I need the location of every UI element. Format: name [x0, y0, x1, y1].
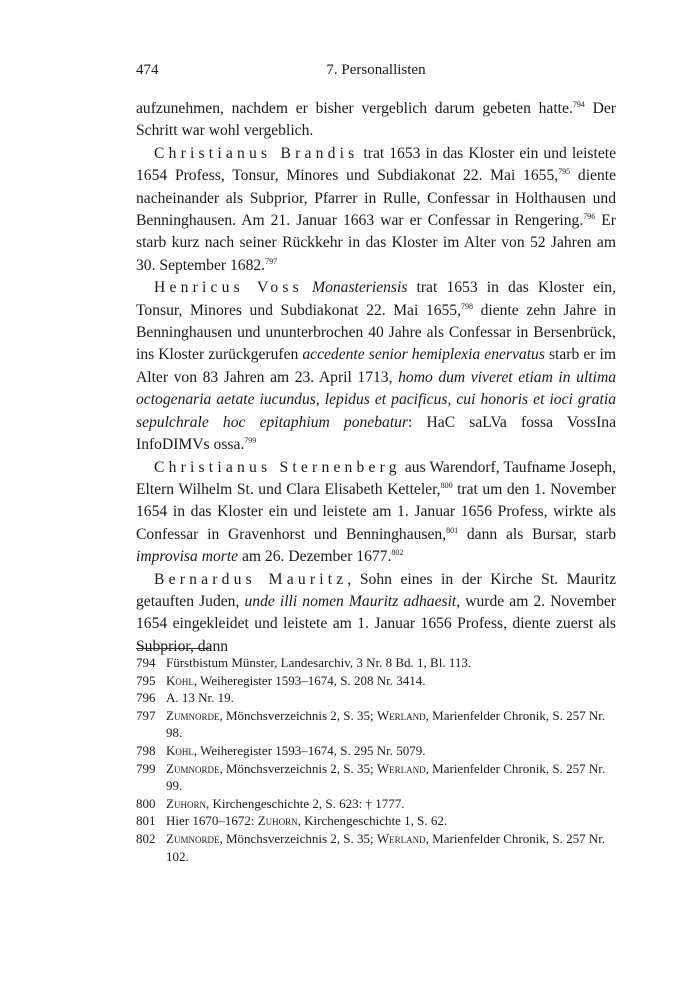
author-name: Werland: [376, 830, 426, 846]
footnote-text: Fürstbistum Münster, Landesarchiv, 3 Nr. 8 Bd. 1, Bl. 113.: [166, 655, 472, 670]
footnote-ref: 800: [440, 480, 453, 490]
footnote-ref: 798: [461, 301, 474, 311]
footnote-text: Zumnorde, Mönchsverzeichnis 2, S. 35; Werland, Marienfelder Chronik, S. 257 Nr. 102.: [166, 830, 606, 864]
author-name: Zuhorn: [257, 813, 298, 829]
footnote-ref: 794: [572, 100, 585, 109]
person-name: Henricus Voss: [154, 279, 303, 297]
author-name: Zumnorde: [166, 760, 220, 776]
footnote-separator: [136, 648, 210, 649]
footnote-number: 794: [136, 655, 156, 670]
footnote-number: 797: [136, 707, 156, 723]
footnote-text: Kohl, Weiheregister 1593–1674, S. 208 Nr. 3414.: [166, 672, 426, 688]
footnote-ref: 801: [446, 525, 459, 535]
footnote-text: Zumnorde, Mönchsverzeichnis 2, S. 35; Werland, Marienfelder Chronik, S. 257 Nr. 99.: [166, 760, 606, 794]
entry-henricus-voss: Henricus Voss Monasteriensis trat 1653 in das Kloster ein, Tonsur, Minores und Subdiakonat 22. Mai 1655,$^{798}$ diente zehn Jahre in Benninghausen und ununterbrochen 40 Jahre als Confessar in Bersenbrück, ins Kloster zurückgerufen accedente senior hemiplexia enervatus starb er im Alter von 83 Jahren am 23. April 1713, homo dum viveret etiam in ultima octogenaria aetate iucundus, lepidus et pacificus, cui honoris et ioci gratia sepulchrale hoc epitaphium ponebatur: HaC saLVa fossa VossIna InfoDIMVs ossa.$^{799}$: [136, 279, 617, 454]
page-header: [136, 62, 616, 84]
footnote: [136, 760, 616, 795]
footnote-text: Hier 1670–1672: Zuhorn, Kirchengeschichte 1, S. 62.: [166, 813, 448, 829]
author-name: Zumnorde: [166, 707, 220, 723]
footnote: [136, 654, 616, 672]
person-name: Christianus Brandis: [154, 144, 359, 162]
footnote-ref: 799: [244, 436, 257, 446]
paragraph-continuation: aufzunehmen, nachdem er bisher vergeblich darum gebeten hatte.$^{794}$ Der Schritt war wohl vergeblich.: [136, 100, 616, 140]
footnote-ref: 796: [583, 212, 596, 222]
entry-christianus-brandis: Christianus Brandis trat 1653 in das Kloster ein und leistete 1654 Profess, Tonsur, Minores und Subdiakonat 22. Mai 1655,$^{795}$ diente nacheinander als Subprior, Pfarrer in Rulle, Confessar in Holthausen und Benninghausen. Am 21. Januar 1663 war er Confessar in Rengering.$^{796}$ Er starb kurz nach seiner Rückkehr in das Kloster im Alter von 52 Jahren am 30. September 1682.$^{797}$: [136, 144, 616, 274]
person-name: Christianus Sternenberg: [154, 458, 401, 476]
author-name: Zuhorn: [166, 795, 206, 811]
author-name: Kohl: [166, 672, 194, 688]
footnote-number: 795: [136, 672, 156, 688]
footnote-number: 798: [136, 742, 156, 758]
footnote-number: 799: [136, 760, 156, 776]
footnote-text: Zumnorde, Mönchsverzeichnis 2, S. 35; Werland, Marienfelder Chronik, S. 257 Nr. 98.: [166, 707, 606, 741]
footnote-number: 796: [136, 690, 156, 706]
footnote-number: 802: [136, 830, 156, 846]
footnote: [136, 672, 616, 690]
footnote-text: Kohl, Weiheregister 1593–1674, S. 295 Nr. 5079.: [166, 742, 426, 758]
main-text: [136, 98, 616, 658]
footnotes: [136, 654, 616, 865]
author-name: Werland: [376, 707, 426, 723]
entry-bernardus-mauritz: Bernardus Mauritz, Sohn eines in der Kirche St. Mauritz getauften Juden, unde illi nomen Mauritz adhaesit, wurde am 2. November 1654 eingekleidet und leistete am 1. Januar 1656 Profess, diente zuerst als Subprior, dann: [136, 570, 617, 655]
footnote-number: 801: [136, 813, 156, 829]
footnote-text: Zuhorn, Kirchengeschichte 2, S. 623: † 1777.: [166, 795, 405, 811]
footnote-ref: 797: [265, 256, 278, 266]
author-name: Werland: [376, 760, 426, 776]
footnote-number: 800: [136, 795, 156, 811]
running-title: 7. Personallisten: [326, 62, 426, 78]
footnote-ref: 802: [391, 548, 404, 558]
page-number: 474: [136, 62, 159, 78]
footnote-ref: 795: [558, 167, 571, 177]
footnote: [136, 707, 616, 742]
entry-christianus-sternenberg: Christianus Sternenberg aus Warendorf, Taufname Joseph, Eltern Wilhelm St. und Clara Elisabeth Ketteler,$^{800}$ trat um den 1. November 1654 in das Kloster ein und leistete am 1. Januar 1656 Profess, wirkte als Confessar in Gravenhorst und Benninghausen,$^{801}$ dann als Bursar, starb improvisa morte am 26. Dezember 1677.$^{802}$: [136, 458, 617, 566]
author-name: Kohl: [166, 742, 194, 758]
footnote: [136, 830, 616, 865]
person-name: Bernardus Mauritz: [154, 570, 348, 588]
footnote: [136, 689, 616, 707]
footnote-text: A. 13 Nr. 19.: [166, 690, 234, 706]
footnote: [136, 742, 616, 760]
footnote: [136, 812, 616, 830]
footnote: [136, 795, 616, 813]
author-name: Zumnorde: [166, 830, 220, 846]
